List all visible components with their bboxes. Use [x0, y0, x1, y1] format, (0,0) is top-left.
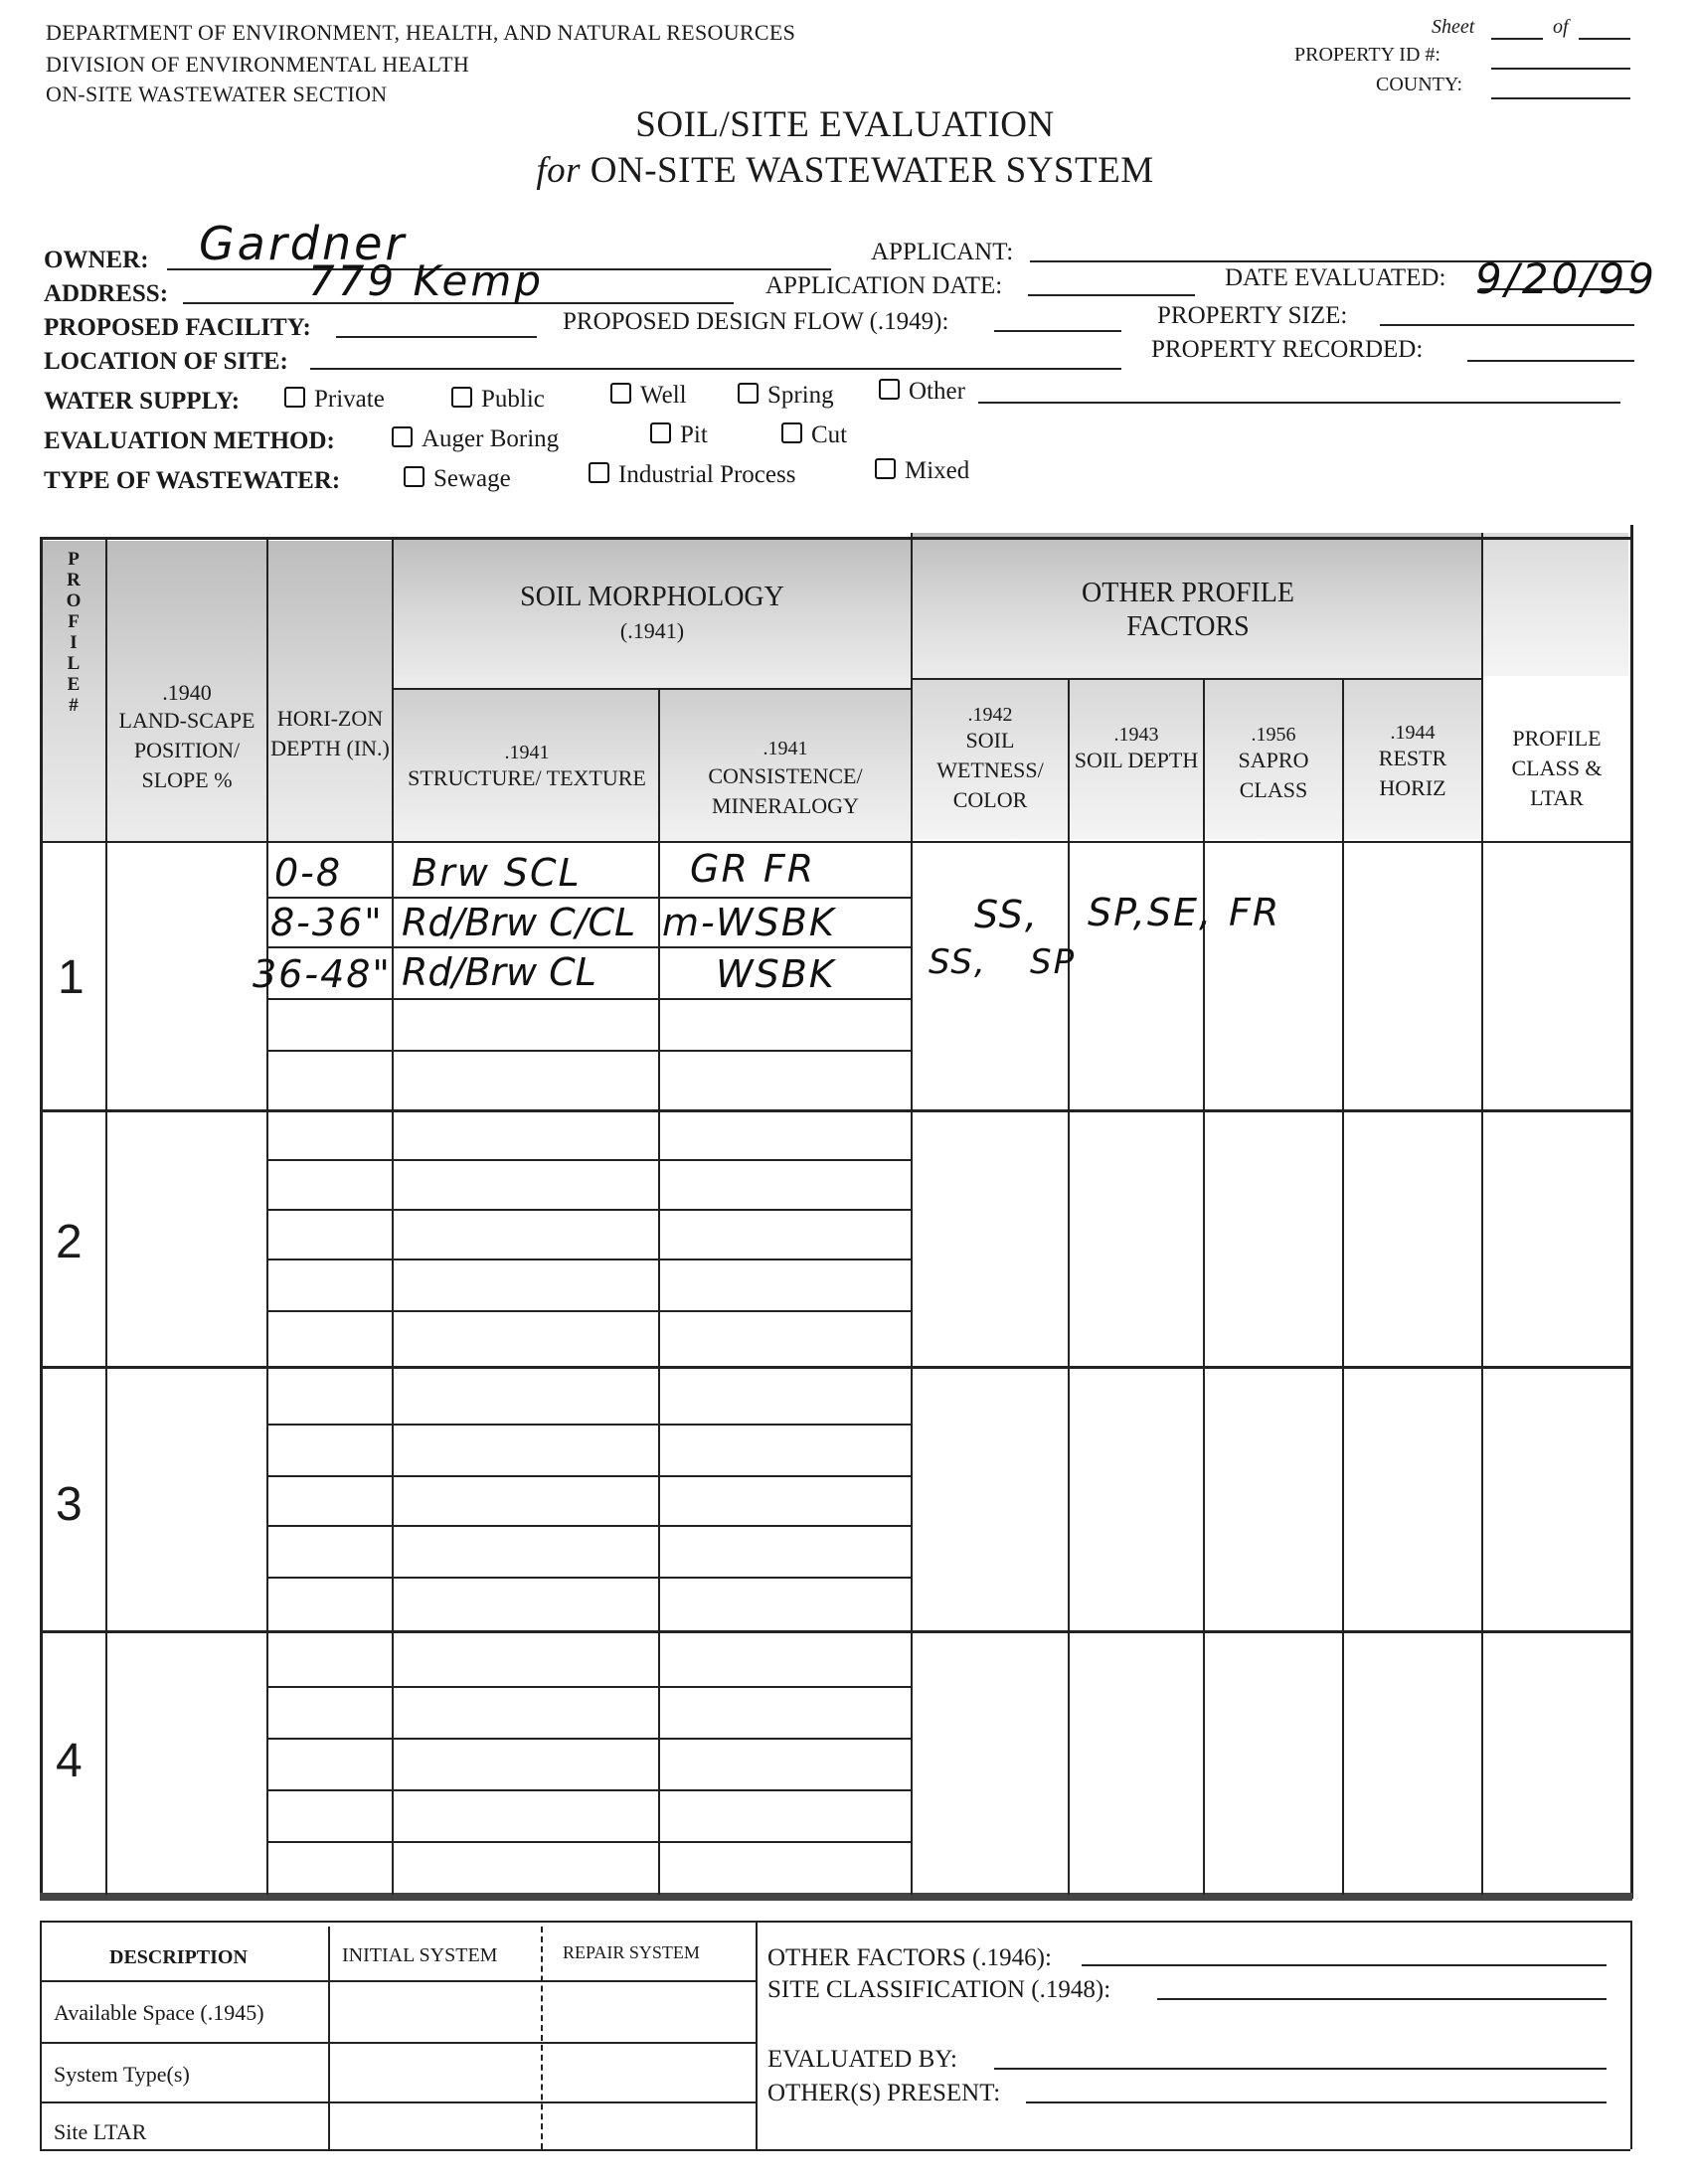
county-label: COUNTY:: [1376, 74, 1463, 95]
profile-class-shade: [1483, 533, 1628, 676]
structure-texture-header: STRUCTURE/ TEXTURE: [408, 765, 646, 790]
wetness-code: .1942: [967, 704, 1013, 726]
profile-separator: [42, 1366, 1630, 1369]
checkbox-icon[interactable]: [879, 379, 900, 400]
summary-col-divider: [756, 1923, 758, 2149]
water-other-field[interactable]: [978, 402, 1620, 404]
wetness-entry: SS,: [929, 942, 987, 982]
evaluation-method-label: EVALUATION METHOD:: [44, 427, 335, 454]
wastewater-sewage-option[interactable]: Sewage: [404, 465, 511, 493]
header-sub-line: [394, 688, 911, 690]
profile-separator: [42, 1630, 1630, 1633]
site-ltar-label: Site LTAR: [54, 2119, 147, 2144]
division-line: DIVISION OF ENVIRONMENTAL HEALTH: [46, 52, 470, 77]
profile-separator: [42, 1109, 1630, 1112]
summary-right-border: [1630, 1921, 1632, 2149]
date-evaluated-value: 9/20/99: [1475, 254, 1657, 303]
summary-top-border: [40, 1921, 1630, 1923]
horizon-line: [268, 1686, 911, 1688]
method-cut-option[interactable]: Cut: [781, 421, 847, 449]
checkbox-icon[interactable]: [875, 458, 896, 479]
site-classification-field[interactable]: [1157, 1998, 1607, 2000]
repair-system-header: REPAIR SYSTEM: [563, 1942, 700, 1962]
section-line: ON-SITE WASTEWATER SECTION: [46, 82, 388, 106]
available-space-label: Available Space (.1945): [54, 2000, 264, 2025]
water-private-option[interactable]: Private: [284, 386, 385, 414]
table-bottom-border: [40, 1893, 1632, 1901]
depth-code: .1943: [1113, 724, 1159, 746]
consistence-entry: m-WSBK: [662, 901, 836, 944]
profile-class-header: PROFILE CLASS & LTAR: [1511, 726, 1603, 810]
col-divider: [911, 533, 913, 1895]
checkbox-icon[interactable]: [451, 387, 472, 408]
others-present-label: OTHER(S) PRESENT:: [767, 2080, 1001, 2106]
evaluated-by-field[interactable]: [994, 2068, 1607, 2070]
horizon-depth-entry: 0-8: [274, 851, 343, 895]
wastewater-type-label: TYPE OF WASTEWATER:: [44, 467, 341, 494]
design-flow-field[interactable]: [994, 330, 1121, 332]
horizon-line: [268, 1159, 911, 1161]
title-system: ON-SITE WASTEWATER SYSTEM: [590, 150, 1154, 191]
property-size-field[interactable]: [1380, 324, 1634, 326]
address-label: ADDRESS:: [44, 280, 169, 307]
summary-row-line: [40, 2101, 756, 2103]
soil-wetness-header: SOIL WETNESS/ COLOR: [936, 728, 1044, 812]
department-line: DEPARTMENT OF ENVIRONMENT, HEALTH, AND NATURAL RESOURCES: [46, 20, 796, 45]
site-classification-label: SITE CLASSIFICATION (.1948):: [767, 1976, 1111, 2003]
profile-number-header: P R O F I L E #: [66, 549, 82, 716]
horizon-depth-entry: 8-36": [270, 901, 384, 944]
horizon-depth-entry: 36-48": [253, 952, 392, 996]
landscape-code: .1940: [162, 680, 212, 705]
other-factors-label: OTHER FACTORS (.1946):: [767, 1944, 1052, 1971]
evaluated-by-label: EVALUATED BY:: [767, 2046, 957, 2073]
address-value: 779 Kemp: [308, 256, 544, 305]
checkbox-icon[interactable]: [404, 466, 424, 487]
application-date-field[interactable]: [1028, 294, 1195, 296]
horizon-line: [268, 1310, 911, 1312]
structure-code: .1941: [504, 742, 550, 763]
wastewater-mixed-option[interactable]: Mixed: [875, 457, 969, 485]
soil-morphology-code: (.1941): [619, 618, 685, 643]
col-divider: [105, 537, 107, 1895]
county-field[interactable]: [1491, 97, 1630, 99]
landscape-header: LAND-SCAPE POSITION/ SLOPE %: [118, 708, 255, 792]
horizon-line: [268, 1424, 911, 1426]
location-label: LOCATION OF SITE:: [44, 348, 288, 375]
checkbox-icon[interactable]: [738, 383, 759, 404]
description-header: DESCRIPTION: [109, 1946, 248, 1968]
water-public-option[interactable]: Public: [451, 386, 545, 414]
proposed-facility-label: PROPOSED FACILITY:: [44, 314, 311, 341]
sapro-entry: FR: [1229, 891, 1281, 934]
method-auger-option[interactable]: Auger Boring: [392, 425, 559, 453]
restr-code: .1944: [1390, 722, 1436, 744]
table-left-border: [40, 537, 43, 1899]
consistence-entry: WSBK: [716, 952, 836, 996]
water-supply-label: WATER SUPPLY:: [44, 388, 241, 415]
property-size-label: PROPERTY SIZE:: [1157, 302, 1348, 329]
depth-entry: SP,SE,: [1088, 891, 1214, 934]
sapro-code: .1956: [1251, 724, 1296, 746]
system-type-label: System Type(s): [54, 2062, 190, 2087]
header-sub-line: [913, 678, 1481, 680]
design-flow-label: PROPOSED DESIGN FLOW (.1949):: [563, 308, 949, 335]
checkbox-icon[interactable]: [284, 387, 305, 408]
soil-morphology-shade: [394, 537, 911, 688]
horizon-header-shade: [268, 541, 392, 841]
soil-morphology-header: SOIL MORPHOLOGY: [520, 582, 784, 612]
method-pit-option[interactable]: Pit: [650, 421, 708, 449]
initial-system-header: INITIAL SYSTEM: [342, 1944, 498, 1966]
profile-number: 4: [56, 1735, 83, 1787]
consistence-code: .1941: [762, 738, 808, 759]
summary-col-divider: [541, 1927, 543, 2149]
sheet-label: Sheet: [1432, 16, 1475, 38]
other-factors-field[interactable]: [1082, 1964, 1607, 1966]
proposed-facility-field[interactable]: [336, 336, 537, 338]
horizon-line: [268, 1738, 911, 1740]
property-recorded-field[interactable]: [1467, 360, 1634, 362]
header-bottom-line: [42, 841, 1630, 843]
property-id-label: PROPERTY ID #:: [1294, 44, 1440, 66]
horizon-line: [268, 1259, 911, 1260]
checkbox-icon[interactable]: [781, 422, 802, 443]
form-subtitle: [418, 149, 1272, 192]
property-recorded-label: PROPERTY RECORDED:: [1151, 336, 1424, 363]
water-well-option[interactable]: Well: [610, 382, 687, 410]
consistence-header: CONSISTENCE/ MINERALOGY: [708, 763, 863, 818]
col-divider: [1068, 678, 1070, 1895]
table-top-border: [40, 537, 1630, 540]
horizon-line: [268, 897, 911, 899]
horizon-line: [268, 1789, 911, 1791]
horizon-line: [268, 1209, 911, 1211]
horizon-line: [268, 1577, 911, 1579]
summary-col-divider: [328, 1927, 330, 2149]
horizon-line: [268, 1841, 911, 1843]
horizon-line: [268, 998, 911, 1000]
other-profile-factors-header: OTHER PROFILE FACTORS: [1082, 578, 1294, 642]
of-label: of: [1553, 16, 1569, 38]
property-id-field[interactable]: [1491, 68, 1630, 70]
checkbox-icon[interactable]: [392, 426, 413, 447]
col-divider: [266, 537, 268, 1895]
wetness-entry: SS,: [974, 893, 1039, 936]
owner-value: Gardner: [199, 217, 408, 270]
col-divider: [1203, 678, 1205, 1895]
structure-entry: Rd/Brw C/CL: [402, 901, 636, 944]
checkbox-icon[interactable]: [650, 422, 671, 443]
sapro-class-header: SAPRO CLASS: [1238, 748, 1309, 802]
others-present-field[interactable]: [1026, 2101, 1607, 2103]
wastewater-industrial-option[interactable]: Industrial Process: [589, 461, 795, 489]
profile-number: 2: [56, 1216, 83, 1268]
col-divider: [1481, 533, 1483, 1895]
owner-label: OWNER:: [44, 247, 149, 273]
water-spring-option[interactable]: Spring: [738, 382, 834, 410]
structure-entry: Brw SCL: [412, 851, 582, 895]
structure-entry: Rd/Brw CL: [402, 950, 596, 994]
summary-row-line: [40, 1980, 756, 1982]
depth-entry: SP: [1030, 942, 1077, 982]
col-divider: [1342, 678, 1344, 1895]
horizon-line: [268, 946, 911, 948]
water-other-option[interactable]: Other: [879, 378, 965, 406]
sheet-total-line[interactable]: [1579, 38, 1630, 40]
summary-left-border: [40, 1921, 42, 2149]
profile-number: 1: [58, 951, 85, 1004]
horizon-line: [268, 1050, 911, 1052]
application-date-label: APPLICATION DATE:: [765, 272, 1003, 299]
checkbox-icon[interactable]: [610, 383, 631, 404]
horizon-depth-header: HORI-ZON DEPTH (IN.): [270, 706, 390, 760]
title-for: for: [536, 150, 582, 191]
table-right-border: [1630, 525, 1633, 1899]
col-divider: [658, 688, 660, 1895]
soil-depth-header: SOIL DEPTH: [1074, 748, 1199, 772]
profile-number: 3: [56, 1478, 83, 1531]
checkbox-icon[interactable]: [589, 462, 609, 483]
consistence-entry: GR FR: [690, 847, 816, 891]
date-evaluated-label: DATE EVALUATED:: [1225, 264, 1446, 291]
restr-horiz-header: RESTR HORIZ: [1378, 746, 1447, 800]
sheet-number-line[interactable]: [1491, 38, 1543, 40]
location-field[interactable]: [310, 368, 1121, 370]
applicant-label: APPLICANT:: [871, 239, 1014, 265]
form-title: SOIL/SITE EVALUATION: [635, 104, 1055, 145]
summary-row-line: [40, 2042, 756, 2044]
summary-bottom-border: [40, 2149, 1630, 2151]
col-divider: [392, 537, 394, 1895]
horizon-line: [268, 1525, 911, 1527]
horizon-line: [268, 1475, 911, 1477]
